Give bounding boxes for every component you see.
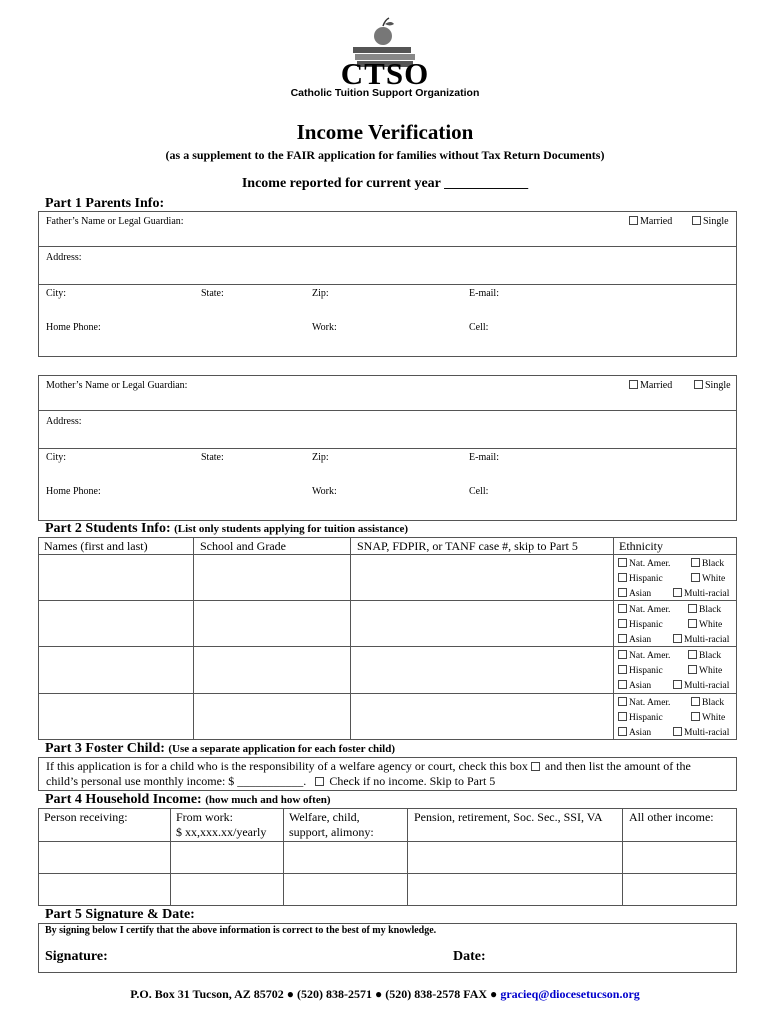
- checkbox-icon[interactable]: [618, 634, 627, 643]
- ethnicity-options-row3[interactable]: [618, 649, 736, 694]
- col-ethnicity-header: Ethnicity: [619, 539, 663, 553]
- eth-black[interactable]: Black: [688, 603, 721, 618]
- checkbox-icon[interactable]: [618, 665, 627, 674]
- foster-line2: child’s personal use monthly income: $ ___________. Check if no income. Skip to Part 5: [46, 774, 496, 788]
- part2-heading: Part 2 Students Info: (List only students applying for tuition assistance): [45, 521, 409, 536]
- checkbox-icon[interactable]: [629, 216, 638, 225]
- ethnicity-options-row4[interactable]: [618, 696, 736, 741]
- checkbox-icon[interactable]: [688, 619, 697, 628]
- mother-married-option[interactable]: Married: [629, 380, 672, 391]
- eth-hispanic[interactable]: Hispanic: [618, 713, 663, 723]
- eth-multi[interactable]: Multi-racial: [673, 726, 729, 741]
- checkbox-icon[interactable]: [691, 573, 700, 582]
- mother-city-label[interactable]: City:: [46, 452, 67, 463]
- part4-heading: Part 4 Household Income: (how much and how often): [45, 792, 331, 807]
- eth-white[interactable]: White: [688, 664, 722, 679]
- date-label[interactable]: Date:: [453, 949, 486, 964]
- checkbox-icon[interactable]: [688, 650, 697, 659]
- no-income-checkbox[interactable]: [315, 777, 324, 786]
- eth-nat-amer[interactable]: Nat. Amer.: [618, 605, 670, 615]
- eth-nat-amer[interactable]: Nat. Amer.: [618, 559, 670, 569]
- eth-hispanic[interactable]: Hispanic: [618, 666, 663, 676]
- ethnicity-options-row1[interactable]: [618, 557, 736, 602]
- checkbox-icon[interactable]: [618, 697, 627, 706]
- footer: [0, 987, 770, 1002]
- mother-home-phone-label[interactable]: Home Phone:: [46, 486, 101, 497]
- checkbox-icon[interactable]: [673, 680, 682, 689]
- mother-state-label[interactable]: State:: [201, 452, 224, 463]
- col-case-header: SNAP, FDPIR, or TANF case #, skip to Part 5: [357, 539, 578, 553]
- mother-email-label[interactable]: E-mail:: [469, 452, 499, 463]
- col-person-header: Person receiving:: [44, 810, 128, 824]
- checkbox-icon[interactable]: [618, 573, 627, 582]
- checkbox-icon[interactable]: [694, 380, 703, 389]
- footer-email-link[interactable]: gracieq@diocesetucson.org: [500, 987, 640, 1001]
- mother-cell-label[interactable]: Cell:: [469, 486, 489, 497]
- eth-white[interactable]: White: [691, 572, 725, 587]
- checkbox-icon[interactable]: [618, 680, 627, 689]
- father-cell-label[interactable]: Cell:: [469, 322, 489, 333]
- checkbox-icon[interactable]: [688, 665, 697, 674]
- mother-single-option[interactable]: Single: [694, 380, 731, 391]
- eth-white[interactable]: White: [691, 711, 725, 726]
- father-address-label[interactable]: Address:: [46, 252, 82, 263]
- eth-nat-amer[interactable]: Nat. Amer.: [618, 651, 670, 661]
- mother-name-label[interactable]: Mother’s Name or Legal Guardian:: [46, 380, 188, 391]
- eth-multi[interactable]: Multi-racial: [673, 587, 729, 602]
- checkbox-icon[interactable]: [688, 604, 697, 613]
- part3-heading: Part 3 Foster Child: (Use a separate application for each foster child): [45, 741, 395, 756]
- col-pension-header: Pension, retirement, Soc. Sec., SSI, VA: [414, 810, 603, 824]
- eth-multi[interactable]: Multi-racial: [673, 679, 729, 694]
- part1-heading: Part 1 Parents Info:: [45, 196, 165, 211]
- ethnicity-options-row2[interactable]: [618, 603, 736, 648]
- checkbox-icon[interactable]: [673, 634, 682, 643]
- checkbox-icon[interactable]: [629, 380, 638, 389]
- eth-black[interactable]: Black: [691, 696, 724, 711]
- certify-text: By signing below I certify that the above information is correct to the best of my knowledge.: [45, 925, 437, 936]
- col-school-header: School and Grade: [200, 539, 286, 553]
- eth-hispanic[interactable]: Hispanic: [618, 620, 663, 630]
- checkbox-icon[interactable]: [691, 712, 700, 721]
- signature-label[interactable]: Signature:: [45, 949, 108, 964]
- logo: [275, 16, 495, 102]
- logo-subtitle: Catholic Tuition Support Organization: [290, 87, 480, 99]
- father-home-phone-label[interactable]: Home Phone:: [46, 322, 101, 333]
- father-city-label[interactable]: City:: [46, 288, 67, 299]
- logo-text: CTSO: [340, 56, 430, 91]
- eth-white[interactable]: White: [688, 618, 722, 633]
- eth-black[interactable]: Black: [688, 649, 721, 664]
- col-welfare-header: Welfare, child, support, alimony:: [289, 810, 374, 839]
- mother-work-label[interactable]: Work:: [312, 486, 337, 497]
- eth-multi[interactable]: Multi-racial: [673, 633, 729, 648]
- checkbox-icon[interactable]: [618, 619, 627, 628]
- father-single-option[interactable]: Single: [692, 216, 729, 227]
- eth-black[interactable]: Black: [691, 557, 724, 572]
- checkbox-icon[interactable]: [673, 588, 682, 597]
- checkbox-icon[interactable]: [673, 727, 682, 736]
- checkbox-icon[interactable]: [618, 712, 627, 721]
- father-state-label[interactable]: State:: [201, 288, 224, 299]
- checkbox-icon[interactable]: [618, 588, 627, 597]
- part5-heading: Part 5 Signature & Date:: [45, 907, 195, 922]
- checkbox-icon[interactable]: [691, 697, 700, 706]
- foster-line1: If this application is for a child who is the responsibility of a welfare agency or court, check this box and then list the amount of the: [46, 759, 691, 773]
- checkbox-icon[interactable]: [618, 604, 627, 613]
- father-name-label[interactable]: Father’s Name or Legal Guardian:: [46, 216, 184, 227]
- checkbox-icon[interactable]: [692, 216, 701, 225]
- footer-address: P.O. Box 31 Tucson, AZ 85702 ● (520) 838-2571 ● (520) 838-2578 FAX ●: [130, 987, 498, 1001]
- page-subtitle: (as a supplement to the FAIR application for families without Tax Return Documents): [165, 148, 605, 162]
- father-email-label[interactable]: E-mail:: [469, 288, 499, 299]
- page-title: Income Verification: [296, 120, 474, 144]
- father-zip-label[interactable]: Zip:: [312, 288, 329, 299]
- col-names-header: Names (first and last): [44, 539, 148, 553]
- mother-zip-label[interactable]: Zip:: [312, 452, 329, 463]
- eth-asian[interactable]: Asian: [618, 728, 651, 738]
- father-work-label[interactable]: Work:: [312, 322, 337, 333]
- income-year[interactable]: Income reported for current year ____________: [241, 176, 529, 191]
- checkbox-icon[interactable]: [618, 650, 627, 659]
- col-other-header: All other income:: [629, 810, 714, 824]
- eth-asian[interactable]: Asian: [618, 589, 651, 599]
- checkbox-icon[interactable]: [618, 558, 627, 567]
- eth-asian[interactable]: Asian: [618, 635, 651, 645]
- col-work-header: From work: $ xx,xxx.xx/yearly: [176, 810, 267, 839]
- father-married-option[interactable]: Married: [629, 216, 672, 227]
- checkbox-icon[interactable]: [691, 558, 700, 567]
- mother-address-label[interactable]: Address:: [46, 416, 82, 427]
- eth-nat-amer[interactable]: Nat. Amer.: [618, 698, 670, 708]
- checkbox-icon[interactable]: [618, 727, 627, 736]
- eth-asian[interactable]: Asian: [618, 681, 651, 691]
- eth-hispanic[interactable]: Hispanic: [618, 574, 663, 584]
- foster-checkbox[interactable]: [531, 762, 540, 771]
